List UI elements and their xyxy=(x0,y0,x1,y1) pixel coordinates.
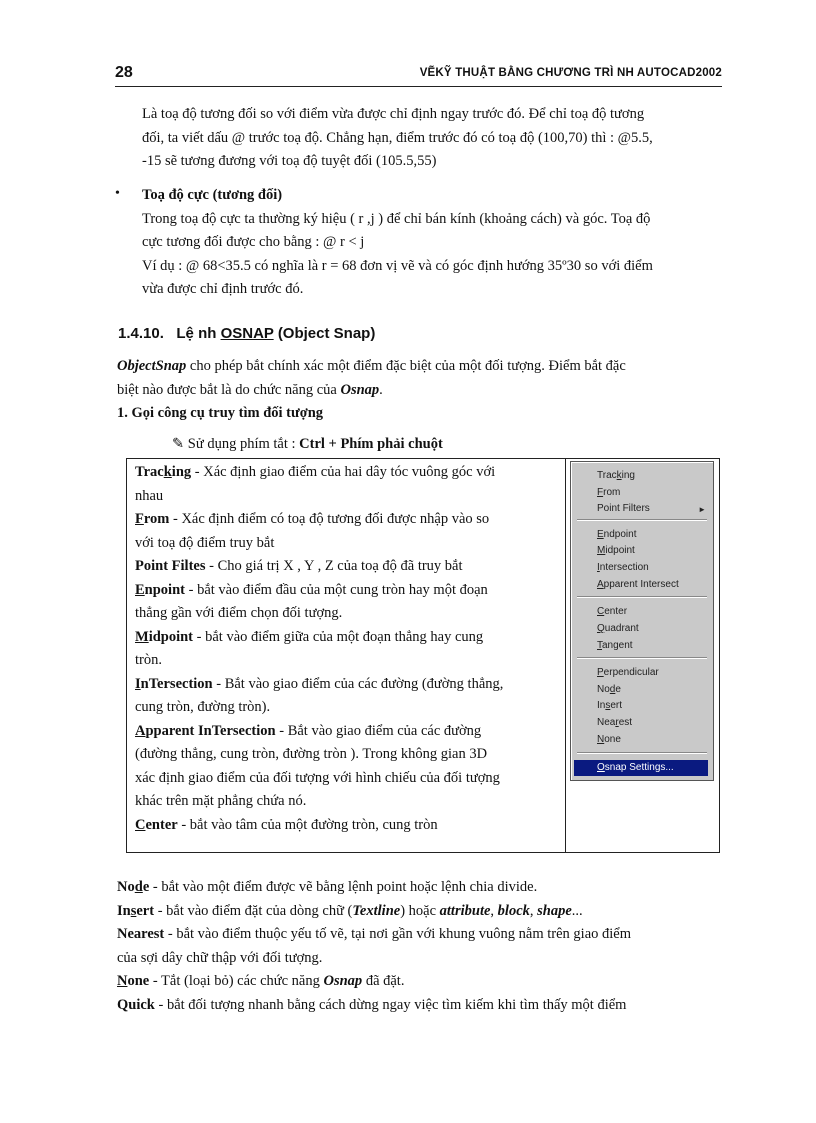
desc-text: ... xyxy=(571,902,583,919)
menu-label: P xyxy=(597,667,604,678)
menu-item-node[interactable] xyxy=(597,682,621,698)
menu-separator xyxy=(577,752,707,754)
menu-label: rom xyxy=(603,487,621,498)
desc-text: ) hoặc xyxy=(400,902,440,919)
desc-endpoint xyxy=(135,579,559,603)
menu-item-none[interactable] xyxy=(597,732,621,748)
desc-term: Trac xyxy=(135,464,164,480)
menu-separator xyxy=(577,596,707,598)
desc-term: No xyxy=(117,879,135,895)
desc-text: - bắt vào điểm đầu của một cung tròn hay một đoạn xyxy=(184,581,488,598)
menu-label: idpoint xyxy=(605,545,635,556)
menu-item-quadrant[interactable] xyxy=(597,621,639,637)
shortcut-line xyxy=(172,434,443,454)
menu-label: uadrant xyxy=(604,623,639,634)
menu-label: A xyxy=(597,579,604,590)
objectsnap-text: cho phép bắt chính xác một điểm đặc biệt của một đối tượng. Điểm bắt đặc xyxy=(189,358,626,374)
desc-term: npoint xyxy=(144,581,185,598)
desc-term: block xyxy=(497,902,530,919)
desc-term: F xyxy=(135,511,144,527)
osnap-term: Osnap xyxy=(340,381,380,398)
desc-term: Point Filtes xyxy=(135,558,206,574)
polar-line: cực tương đối được cho bằng : @ r < j xyxy=(142,234,365,250)
section-subtitle: (Object Snap) xyxy=(277,325,376,342)
menu-label: Point Filters xyxy=(597,503,650,514)
menu-item-midpoint[interactable] xyxy=(597,543,635,559)
desc-term: d xyxy=(134,879,143,895)
page-header xyxy=(115,62,722,87)
polar-line: Ví dụ : @ 68<35.5 có nghĩa là r = 68 đơn vị vẽ và có góc định hướng 35º30 so với điểm xyxy=(142,257,653,274)
desc-term: nTersection xyxy=(140,675,213,692)
menu-label: Trac xyxy=(597,470,617,481)
desc-node xyxy=(117,876,722,900)
menu-label: ndpoint xyxy=(603,529,637,540)
shortcut-label: Sử dụng phím tắt : xyxy=(187,436,296,452)
menu-label: In xyxy=(597,700,606,711)
section-heading xyxy=(118,325,375,342)
menu-item-apparent-intersect[interactable] xyxy=(597,577,679,593)
desc-term: M xyxy=(135,628,149,645)
desc-term: s xyxy=(130,902,137,919)
desc-text: - bắt vào điểm giữa của một đoạn thẳng hay cung xyxy=(193,628,484,645)
menu-label: ert xyxy=(610,700,623,711)
menu-label: enter xyxy=(604,606,628,617)
desc-text: (đường thẳng, cung tròn, đường tròn ). Trong không gian 3D xyxy=(135,746,488,762)
desc-text: - Xác định giao điểm của hai dây tóc vuông góc với xyxy=(191,464,496,480)
desc-text: - Cho giá trị X , Y , Z của toạ độ đã truy bắt xyxy=(205,558,463,574)
menu-label: one xyxy=(604,734,621,745)
desc-text: nhau xyxy=(135,487,164,504)
menu-separator xyxy=(577,519,707,521)
menu-label: ing xyxy=(621,470,635,481)
desc-text: - Tắt (loại bỏ) các chức năng xyxy=(149,973,324,989)
desc-text: - bắt vào điểm đặt của dòng chữ ( xyxy=(154,902,353,919)
menu-label: d xyxy=(609,684,616,695)
polar-line: vừa được chỉ định trước đó. xyxy=(142,281,304,297)
desc-term: k xyxy=(163,464,172,480)
bullet-icon: • xyxy=(115,186,120,201)
desc-text: khác trên mặt phẳng chứa nó. xyxy=(135,793,307,809)
desc-text: xác định giao điểm của đối tượng với hình chiếu của đối tượng xyxy=(135,769,500,786)
menu-label: snap Settings... xyxy=(604,762,674,773)
desc-text: , xyxy=(529,902,538,919)
desc-text: - bắt đối tượng nhanh bằng cách dừng ngay việc tìm kiếm khi tìm thấy một điểm xyxy=(154,996,627,1013)
running-title: VẼKỸ THUẬT BẰNG CHƯƠNG TRÌ NH AUTOCAD2002 xyxy=(419,67,722,79)
intro-line: đối, ta viết dấu @ trước toạ độ. Chẳng hạn, điểm trước đó có toạ độ (100,70) thì : @5.5, xyxy=(142,129,653,146)
shortcut-keys: Ctrl + Phím phải chuột xyxy=(299,436,443,452)
osnap-descriptions xyxy=(135,461,559,837)
desc-text: thẳng gần với điểm chọn đối tượng. xyxy=(135,605,343,621)
desc-point-filters xyxy=(135,555,559,579)
desc-insert xyxy=(117,900,722,924)
desc-text: của sợi dây chữ thập với đối tượng. xyxy=(117,949,323,966)
desc-term: attribute xyxy=(439,902,491,919)
desc-term: ert xyxy=(136,902,155,919)
intro-line: Là toạ độ tương đối so với điểm vừa được chỉ định ngay trước đó. Để chỉ toạ độ tương xyxy=(142,106,645,122)
desc-term: shape xyxy=(537,902,572,919)
menu-label: est xyxy=(618,717,633,728)
desc-term: Textline xyxy=(352,902,401,919)
menu-label: No xyxy=(597,684,610,695)
desc-term: one xyxy=(127,973,150,989)
desc-none xyxy=(117,970,722,994)
menu-item-from[interactable] xyxy=(597,485,620,501)
desc-term: ing xyxy=(171,464,192,480)
desc-nearest xyxy=(117,923,722,947)
menu-item-insert[interactable] xyxy=(597,698,622,714)
desc-text: với toạ độ điểm truy bắt xyxy=(135,534,275,551)
menu-separator xyxy=(577,657,707,659)
desc-center xyxy=(135,814,559,838)
desc-text: - bắt vào điểm thuộc yếu tố vẽ, tại nơi gần với khung vuông nằm trên giao điểm xyxy=(164,926,631,942)
menu-item-intersection[interactable] xyxy=(597,560,649,576)
objectsnap-text: biệt nào được bắt là do chức năng của xyxy=(117,381,337,398)
submenu-arrow-icon: ► xyxy=(698,505,706,514)
desc-term: idpoint xyxy=(148,628,194,645)
menu-item-endpoint[interactable] xyxy=(597,527,636,543)
menu-item-perpendicular[interactable] xyxy=(597,665,659,681)
desc-term: Quick xyxy=(117,996,155,1013)
menu-label: r xyxy=(615,717,619,728)
table-divider xyxy=(565,459,566,852)
pencil-icon: ✎ xyxy=(172,436,185,452)
menu-item-tangent[interactable] xyxy=(597,638,633,654)
section-number: 1.4.10. xyxy=(118,325,164,342)
desc-text: , xyxy=(490,902,498,919)
desc-text: - Xác định điểm có toạ độ tương đối được nhập vào so xyxy=(169,511,490,527)
desc-text: - Bắt vào giao điểm của các đường xyxy=(275,722,482,739)
menu-item-center[interactable] xyxy=(597,604,627,620)
desc-apparent xyxy=(135,720,559,744)
menu-label: E xyxy=(597,529,604,540)
menu-label: I xyxy=(597,562,600,573)
desc-term: pparent InTersection xyxy=(145,722,276,739)
desc-text: cung tròn, đường tròn). xyxy=(135,699,271,715)
desc-quick xyxy=(117,994,722,1018)
menu-label: F xyxy=(597,487,604,498)
intro-line: -15 sẽ tương đương với toạ độ tuyệt đối (105.5,55) xyxy=(142,153,437,169)
desc-intersection xyxy=(135,673,559,697)
menu-label: s xyxy=(605,700,611,711)
menu-item-point-filters[interactable] xyxy=(597,501,707,517)
menu-label: T xyxy=(597,640,602,651)
desc-term: Nearest xyxy=(117,926,165,942)
page-number: 28 xyxy=(115,64,133,81)
desc-term: enter xyxy=(145,816,178,833)
desc-from xyxy=(135,508,559,532)
desc-term: A xyxy=(135,722,146,739)
desc-term: E xyxy=(135,581,145,598)
desc-term: N xyxy=(117,973,128,989)
subheading-call-tool: 1. Gọi công cụ truy tìm đối tượng xyxy=(117,405,324,421)
objectsnap-text: . xyxy=(379,381,383,398)
menu-label: k xyxy=(616,470,622,481)
desc-term: rom xyxy=(143,511,170,527)
menu-label: erpendicular xyxy=(603,667,659,678)
desc-midpoint xyxy=(135,626,559,650)
polar-line: Trong toạ độ cực ta thường ký hiệu ( r ,j ) để chỉ bán kính (khoảng cách) và góc. Toạ độ xyxy=(142,210,651,227)
desc-text: - bắt vào tâm của một đường tròn, cung tròn xyxy=(177,816,438,833)
objectsnap-term: ObjectSnap xyxy=(117,358,187,374)
menu-label: M xyxy=(597,545,606,556)
desc-text: đã đặt. xyxy=(362,973,405,989)
desc-term: In xyxy=(117,902,131,919)
desc-term: I xyxy=(135,675,141,692)
osnap-context-menu xyxy=(570,461,714,781)
menu-label: N xyxy=(597,734,605,745)
menu-label: Nea xyxy=(597,717,616,728)
menu-label: ntersection xyxy=(599,562,649,573)
desc-text: - bắt vào một điểm được vẽ bằng lệnh point hoặc lệnh chia divide. xyxy=(149,879,538,895)
menu-label: angent xyxy=(602,640,633,651)
desc-tracking xyxy=(135,461,559,485)
section-command: OSNAP xyxy=(220,325,274,342)
polar-coords-block xyxy=(142,184,722,302)
menu-label: C xyxy=(597,606,605,617)
desc-term: C xyxy=(135,816,146,833)
menu-item-tracking[interactable] xyxy=(597,468,635,484)
section-word: Lệ nh xyxy=(176,325,217,342)
menu-item-nearest[interactable] xyxy=(597,715,632,731)
desc-text: - Bắt vào giao điểm của các đường (đường thẳng, xyxy=(212,675,504,692)
intro-paragraph xyxy=(142,103,722,174)
menu-label: pparent Intersect xyxy=(603,579,679,590)
osnap-more-descriptions xyxy=(117,876,722,1017)
menu-label: Q xyxy=(597,623,605,634)
menu-label: O xyxy=(597,762,605,773)
desc-term: e xyxy=(142,879,150,895)
objectsnap-paragraph xyxy=(117,355,722,426)
desc-term: Osnap xyxy=(323,973,363,989)
desc-text: tròn. xyxy=(135,652,162,668)
menu-label: e xyxy=(615,684,621,695)
polar-title: Toạ độ cực (tương đối) xyxy=(142,187,283,203)
menu-item-osnap-settings[interactable] xyxy=(574,760,708,776)
